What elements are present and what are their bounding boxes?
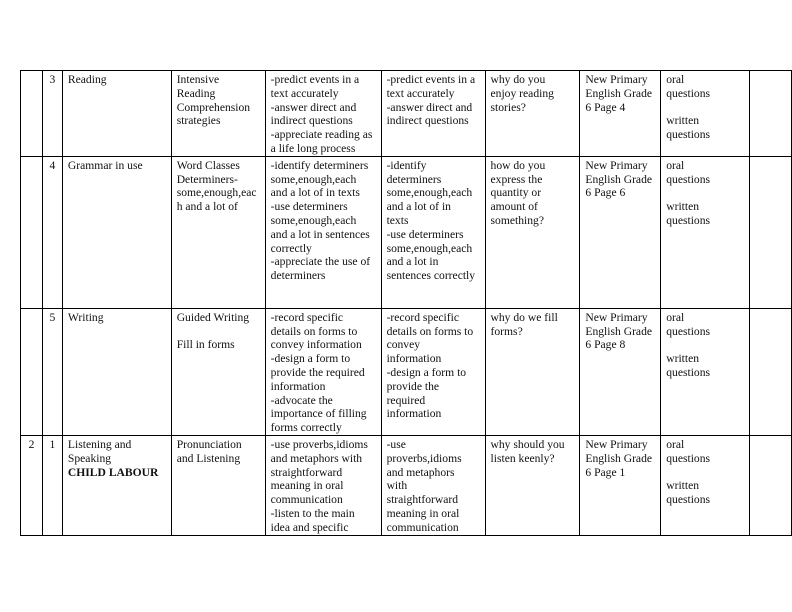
- key-inquiry-question-cell: [485, 71, 580, 157]
- assessment-cell: [661, 435, 750, 535]
- sub-strand-cell: [171, 308, 265, 435]
- strand-cell: [62, 435, 171, 535]
- table-row: [21, 435, 792, 535]
- key-inquiry-question-cell: [485, 308, 580, 435]
- lesson-cell-text: 1: [49, 437, 56, 451]
- strand-cell: [62, 71, 171, 157]
- sub-strand-cell-text: Word Classes Determiners- some,enough,eac h and a lot of: [176, 158, 257, 214]
- strand-cell: [62, 156, 171, 308]
- sub-strand-cell: [171, 156, 265, 308]
- learning-experiences-cell-text: -predict events in a text accurately -answer direct and indirect questions: [386, 73, 476, 128]
- learning-resources-cell: [580, 308, 661, 435]
- learning-resources-cell: [580, 156, 661, 308]
- learning-experiences-cell: [381, 308, 485, 435]
- learning-outcomes-cell-text: -predict events in a text accurately -answer direct and indirect questions -appreciate reading as a life long process: [270, 73, 373, 155]
- sub-strand-cell-text: Intensive Reading Comprehension strategies: [176, 73, 251, 128]
- remarks-cell: [750, 308, 792, 435]
- sub-strand-cell: [171, 435, 265, 535]
- lesson-cell-text: 4: [49, 158, 56, 172]
- lesson-cell: [42, 156, 62, 308]
- learning-resources-cell: [580, 71, 661, 157]
- lesson-cell: [42, 308, 62, 435]
- table-row: [21, 71, 792, 157]
- sub-strand-cell-text: Pronunciation and Listening: [176, 437, 242, 465]
- learning-resources-cell-text: New Primary English Grade 6 Page 6: [585, 158, 653, 200]
- scheme-of-work-table: [20, 70, 792, 536]
- learning-experiences-cell: [381, 71, 485, 157]
- key-inquiry-question-cell: [485, 435, 580, 535]
- remarks-cell: [750, 156, 792, 308]
- week-cell: [21, 435, 43, 535]
- learning-outcomes-cell-text: -use proverbs,idioms and metaphors with straightforward meaning in oral communication -listen to the main idea and specific: [270, 437, 368, 534]
- learning-resources-cell-text: New Primary English Grade 6 Page 1: [585, 437, 653, 479]
- table-row: [21, 156, 792, 308]
- remarks-cell: [750, 435, 792, 535]
- learning-outcomes-cell: [265, 308, 381, 435]
- strand-cell-text: Listening and Speaking: [67, 437, 132, 465]
- strand-cell-text: Writing: [67, 310, 104, 324]
- theme-label: CHILD LABOUR: [67, 465, 159, 479]
- learning-outcomes-cell: [265, 435, 381, 535]
- assessment-cell-text: oral questions written questions: [666, 158, 711, 227]
- assessment-cell: [661, 308, 750, 435]
- assessment-cell-text: oral questions written questions: [666, 437, 711, 507]
- table-row: [21, 308, 792, 435]
- week-cell: [21, 156, 43, 308]
- lesson-cell-text: 3: [49, 73, 56, 86]
- week-cell-text: 2: [28, 437, 35, 451]
- lesson-cell: [42, 71, 62, 157]
- remarks-cell: [750, 71, 792, 157]
- learning-resources-cell-text: New Primary English Grade 6 Page 4: [585, 73, 653, 114]
- assessment-cell: [661, 71, 750, 157]
- assessment-cell-text: oral questions written questions: [666, 310, 711, 379]
- strand-cell-text: Reading: [67, 73, 107, 86]
- assessment-cell-text: oral questions written questions: [666, 73, 711, 142]
- key-inquiry-question-cell-text: why do we fill forms?: [490, 310, 558, 338]
- sub-strand-cell: [171, 71, 265, 157]
- learning-outcomes-cell-text: -record specific details on forms to convey information -design a form to provide the required information -advocate the importance of filling forms correctly: [270, 310, 367, 435]
- week-cell: [21, 308, 43, 435]
- strand-cell: [62, 308, 171, 435]
- learning-experiences-cell-text: -use proverbs,idioms and metaphors with straightforward meaning in oral communication: [386, 437, 462, 534]
- learning-resources-cell-text: New Primary English Grade 6 Page 8: [585, 310, 653, 352]
- sub-strand-cell-text: Guided Writing Fill in forms: [176, 310, 250, 352]
- lesson-cell-text: 5: [49, 310, 56, 324]
- learning-experiences-cell-text: -record specific details on forms to convey information -design a form to provide the required information: [386, 310, 474, 421]
- key-inquiry-question-cell-text: why should you listen keenly?: [490, 437, 565, 465]
- learning-outcomes-cell-text: -identify determiners some,enough,each and a lot of in texts -use determiners some,enough,each and a lot in sentences correctly -appreciate the use of determiners: [270, 158, 371, 283]
- key-inquiry-question-cell-text: how do you express the quantity or amount of something?: [490, 158, 546, 227]
- learning-resources-cell: [580, 435, 661, 535]
- learning-experiences-cell-text: -identify determiners some,enough,each and a lot of in texts -use determiners some,enough,each and a lot in sentences correctly: [386, 158, 476, 283]
- week-cell: [21, 71, 43, 157]
- learning-outcomes-cell: [265, 156, 381, 308]
- learning-experiences-cell: [381, 435, 485, 535]
- assessment-cell: [661, 156, 750, 308]
- key-inquiry-question-cell: [485, 156, 580, 308]
- key-inquiry-question-cell-text: why do you enjoy reading stories?: [490, 73, 554, 114]
- learning-experiences-cell: [381, 156, 485, 308]
- lesson-cell: [42, 435, 62, 535]
- strand-cell-text: Grammar in use: [67, 158, 143, 172]
- learning-outcomes-cell: [265, 71, 381, 157]
